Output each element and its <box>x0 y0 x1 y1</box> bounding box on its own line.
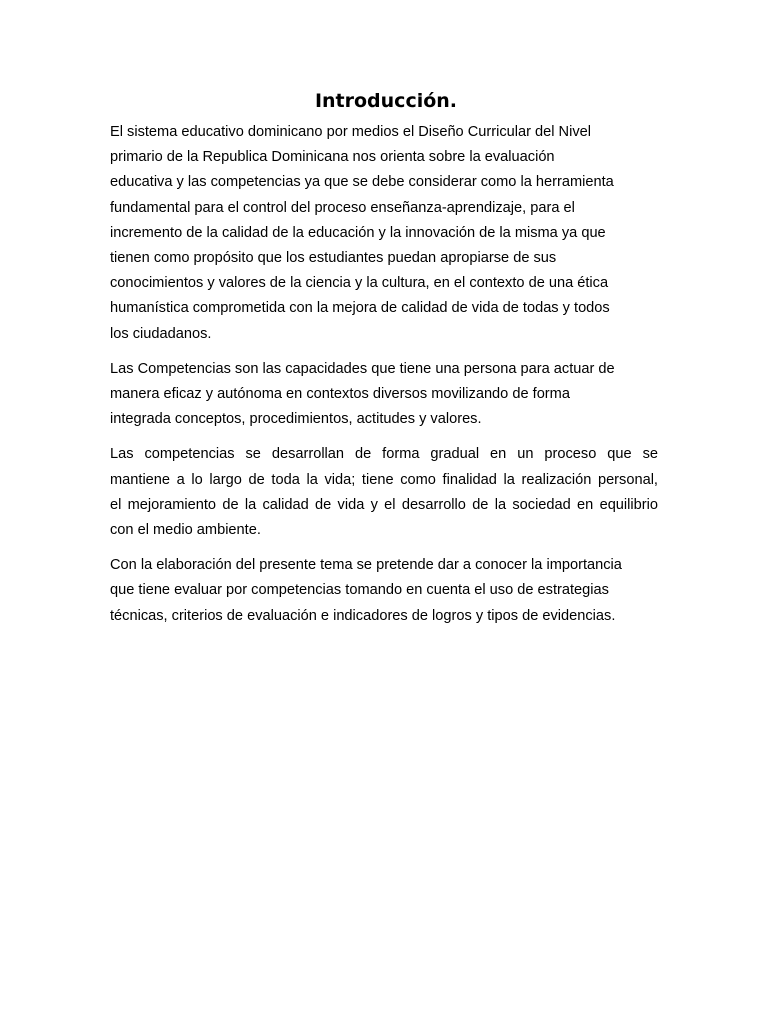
paragraph-3 <box>110 442 658 543</box>
text-line: integrada conceptos, procedimientos, actitudes y valores. <box>110 411 482 428</box>
paragraph-1 <box>110 120 658 347</box>
text-line: manera eficaz y autónoma en contextos diversos movilizando de forma <box>110 386 570 403</box>
text-line: Con la elaboración del presente tema se pretende dar a conocer la importancia <box>110 557 622 574</box>
text-line: el mejoramiento de la calidad de vida y el desarrollo de la sociedad en equilibrio <box>110 496 658 513</box>
paragraph-2 <box>110 357 658 433</box>
text-line: primario de la Republica Dominicana nos orienta sobre la evaluación <box>110 149 555 166</box>
paragraph-4 <box>110 553 658 629</box>
text-line: los ciudadanos. <box>110 325 212 342</box>
text-line: Las Competencias son las capacidades que tiene una persona para actuar de <box>110 360 615 377</box>
text-line: El sistema educativo dominicano por medios el Diseño Curricular del Nivel <box>110 124 591 140</box>
text-line: humanística comprometida con la mejora de calidad de vida de todas y todos <box>110 300 610 317</box>
text-line: tienen como propósito que los estudiantes puedan apropiarse de sus <box>110 250 557 267</box>
text-line: técnicas, criterios de evaluación e indicadores de logros y tipos de evidencias. <box>110 607 616 624</box>
text-line: incremento de la calidad de la educación y la innovación de la misma ya que <box>110 224 606 241</box>
text-line: que tiene evaluar por competencias tomando en cuenta el uso de estrategias <box>110 582 609 599</box>
text-line: fundamental para el control del proceso enseñanza-aprendizaje, para el <box>110 199 575 216</box>
text-line: educativa y las competencias ya que se debe considerar como la herramienta <box>110 174 614 191</box>
text-line: Las competencias se desarrollan de forma gradual en un proceso que se <box>110 446 658 463</box>
page-title: Introducción. <box>314 90 458 112</box>
text-line: mantiene a lo largo de toda la vida; tiene como finalidad la realización personal, <box>110 471 658 488</box>
text-line: conocimientos y valores de la ciencia y la cultura, en el contexto de una ética <box>110 275 609 292</box>
text-line: con el medio ambiente. <box>110 522 261 539</box>
